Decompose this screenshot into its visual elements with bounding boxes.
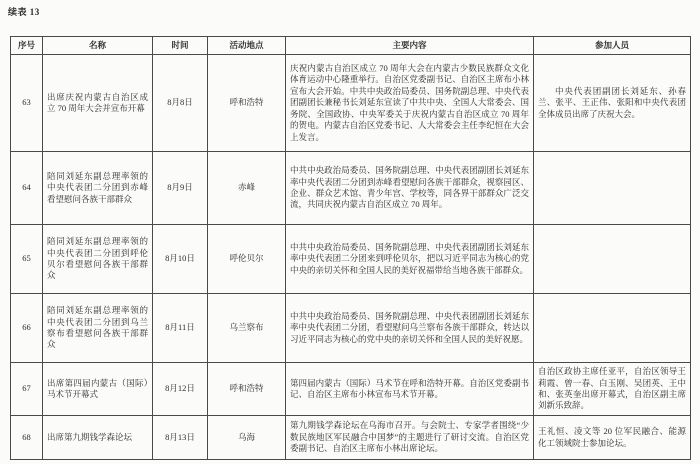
cell-no: 68 bbox=[11, 416, 43, 460]
cell-participants bbox=[534, 294, 691, 363]
cell-name: 出席第四届内蒙古（国际）马术节开幕式 bbox=[43, 363, 153, 416]
cell-place: 呼和浩特 bbox=[208, 363, 286, 416]
cell-no: 65 bbox=[11, 225, 43, 294]
table-row bbox=[11, 225, 691, 294]
cell-participants bbox=[534, 225, 691, 294]
cell-name: 陪同刘延东副总理率领的中央代表团二分团到呼伦贝尔看望慰问各族干部群众 bbox=[43, 225, 153, 294]
cell-content: 第九期钱学森论坛在乌海市召开。与会院士、专家学者围绕“少数民族地区军民融合中国梦”的主题进行了研讨交流。自治区党委副书记、自治区主席布小林出席论坛。 bbox=[286, 416, 534, 460]
cell-time: 8月9日 bbox=[153, 152, 208, 225]
cell-name: 陪同刘延东副总理率领的中央代表团二分团到乌兰察布看望慰问各族干部群众 bbox=[43, 294, 153, 363]
cell-time: 8月11日 bbox=[153, 294, 208, 363]
cell-time: 8月8日 bbox=[153, 55, 208, 152]
cell-content: 中共中央政治局委员、国务院副总理、中央代表团副团长刘延东率中央代表团二分团到赤峰看望慰问各族干部群众，视察园区、企业、群众艺术馆、青少年宫、学校等，同各界干部群众广泛交流，共同庆祝内蒙古自治区成立 70 周年。 bbox=[286, 152, 534, 225]
cell-no: 64 bbox=[11, 152, 43, 225]
cell-content: 中共中央政治局委员、国务院副总理、中央代表团副团长刘延东率中央代表团二分团，看望慰问乌兰察布各族干部群众，转达以习近平同志为核心的党中央的亲切关怀和全国人民的美好祝愿。 bbox=[286, 294, 534, 363]
cell-time: 8月10日 bbox=[153, 225, 208, 294]
cell-name: 出席庆祝内蒙古自治区成立 70 周年大会并宣布开幕 bbox=[43, 55, 153, 152]
cell-name: 陪同刘延东副总理率领的中央代表团二分团到赤峰看望慰问各族干部群众 bbox=[43, 152, 153, 225]
cell-participants bbox=[534, 152, 691, 225]
col-header-name: 名称 bbox=[43, 37, 153, 55]
cell-content: 中共中央政治局委员、国务院副总理、中央代表团副团长刘延东率中央代表团二分团来到呼伦贝尔，把以习近平同志为核心的党中央的亲切关怀和全国人民的美好祝福带给当地各族干部群众。 bbox=[286, 225, 534, 294]
cell-place: 乌海 bbox=[208, 416, 286, 460]
cell-no: 67 bbox=[11, 363, 43, 416]
table-row bbox=[11, 416, 691, 460]
cell-participants: 自治区政协主席任亚平，自治区领导王莉霞、曾一春、白玉刚、吴团英、王中和、张英奎出席开幕式，自治区副主席刘新乐致辞。 bbox=[534, 363, 691, 416]
cell-participants: 中央代表团副团长刘延东、孙春兰、张平、王正伟、张阳和中央代表团全体成员出席了庆祝大会。 bbox=[534, 55, 691, 152]
continued-table-label: 续表 13 bbox=[8, 7, 40, 17]
table-row bbox=[11, 152, 691, 225]
cell-content: 庆祝内蒙古自治区成立 70 周年大会在内蒙古少数民族群众文化体育运动中心隆重举行。自治区党委副书记、自治区主席布小林宣布大会开始。中共中央政治局委员、国务院副总理、中央代表团副团长兼秘书长刘延东宣读了中共中央、全国人大常委会、国务院、全国政协、中央军委关于庆祝内蒙古自治区成立 70 周年的贺电。内蒙古自治区党委书记、人大常委会主任李纪恒在大会上发言。 bbox=[286, 55, 534, 152]
table-row bbox=[11, 55, 691, 152]
cell-place: 赤峰 bbox=[208, 152, 286, 225]
cell-name: 出席第九期钱学森论坛 bbox=[43, 416, 153, 460]
cell-no: 66 bbox=[11, 294, 43, 363]
cell-time: 8月13日 bbox=[153, 416, 208, 460]
col-header-no: 序号 bbox=[11, 37, 43, 55]
header-row bbox=[11, 37, 691, 55]
table-row bbox=[11, 363, 691, 416]
cell-place: 乌兰察布 bbox=[208, 294, 286, 363]
cell-no: 63 bbox=[11, 55, 43, 152]
col-header-participants: 参加人员 bbox=[534, 37, 691, 55]
cell-place: 呼和浩特 bbox=[208, 55, 286, 152]
cell-place: 呼伦贝尔 bbox=[208, 225, 286, 294]
col-header-time: 时间 bbox=[153, 37, 208, 55]
cell-time: 8月12日 bbox=[153, 363, 208, 416]
cell-participants: 王礼恒、凌文等 20 位军民融合、能源化工领域院士参加论坛。 bbox=[534, 416, 691, 460]
table-row bbox=[11, 294, 691, 363]
col-header-place: 活动地点 bbox=[208, 37, 286, 55]
col-header-content: 主要内容 bbox=[286, 37, 534, 55]
cell-content: 第四届内蒙古（国际）马术节在呼和浩特开幕。自治区党委副书记、自治区主席布小林宣布马术节开幕。 bbox=[286, 363, 534, 416]
schedule-table bbox=[10, 36, 691, 460]
